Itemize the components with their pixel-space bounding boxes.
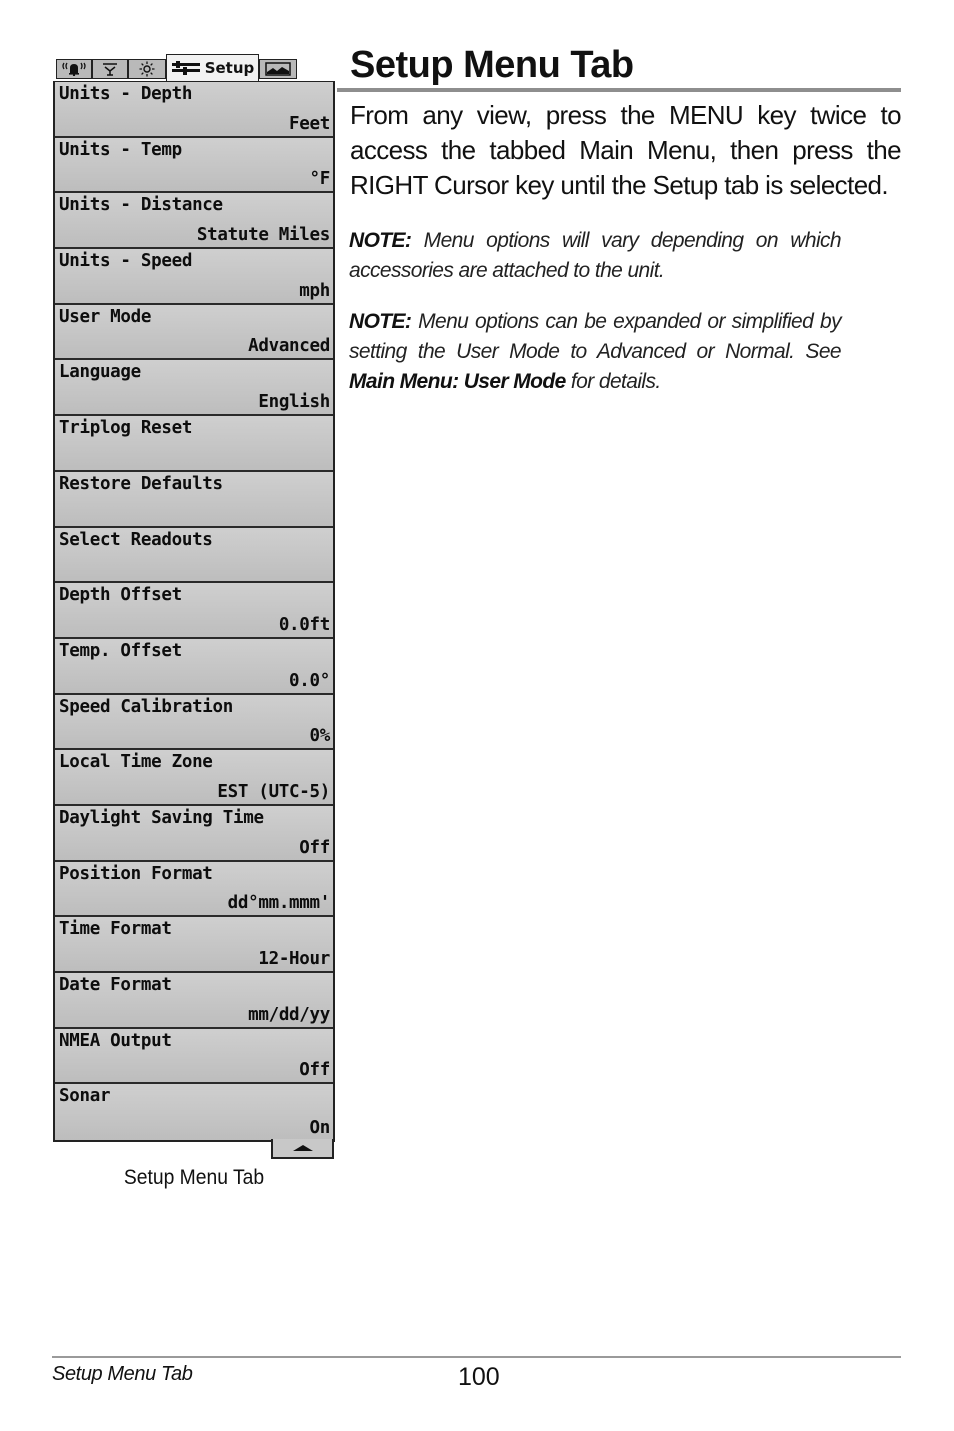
menu-item-label: Select Readouts (59, 529, 213, 550)
menu-item-label: Time Format (59, 919, 172, 940)
menu-item-label: Temp. Offset (59, 640, 182, 661)
scroll-up-button[interactable] (271, 1139, 334, 1159)
menu-item-value: Feet (289, 113, 330, 134)
page-number: 100 (458, 1363, 500, 1391)
note-label: NOTE: (349, 229, 412, 252)
note-text: Menu options can be expanded or simplified by setting the User Mode to Advanced or Normal. See (349, 310, 841, 363)
tab-sonar[interactable] (92, 59, 128, 79)
body-paragraph: From any view, press the MENU key twice to access the tabbed Main Menu, then press the RIGHT Cursor key until the Setup tab is selected. (350, 100, 901, 200)
menu-item-value: EST (UTC-5) (217, 781, 330, 802)
menu-item-label: Units - Speed (59, 251, 193, 272)
menu-item-value: mph (299, 280, 330, 301)
menu-item-label: Units - Depth (59, 84, 193, 104)
menu-item-value: 12-Hour (258, 949, 330, 969)
menu-item-label: Date Format (59, 975, 172, 995)
menu-item-value: English (258, 392, 330, 413)
menu-item[interactable] (55, 1029, 333, 1085)
menu-item-value: On (309, 1118, 330, 1139)
menu-item-value: 0.0ft (278, 614, 330, 635)
tab-display[interactable] (128, 59, 166, 79)
menu-item[interactable] (55, 973, 333, 1029)
menu-item-value: mm/dd/yy (248, 1004, 330, 1025)
menu-item-label: Local Time Zone (59, 752, 213, 773)
menu-item[interactable] (55, 1084, 333, 1140)
menu-item-value: Advanced (248, 336, 330, 357)
menu-item-value: Off (299, 1060, 330, 1081)
note-text: Menu options will vary depending on which accessories are attached to the unit. (349, 229, 841, 282)
menu-item[interactable] (55, 528, 333, 584)
menu-item[interactable] (55, 862, 333, 918)
menu-item[interactable] (55, 806, 333, 862)
menu-item-label: Speed Calibration (59, 696, 234, 717)
note-accessories (349, 226, 841, 286)
footer-section-label: Setup Menu Tab (52, 1363, 193, 1385)
menu-item[interactable] (55, 138, 333, 194)
tab-setup-label: Setup (204, 59, 255, 77)
note-text-end: for details. (565, 370, 661, 393)
menu-item[interactable] (55, 360, 333, 416)
menu-item-label: Triplog Reset (59, 418, 193, 439)
menu-item-value: Off (299, 837, 330, 858)
footer-rule (52, 1356, 901, 1358)
view-icon (265, 62, 291, 76)
tab-setup[interactable] (166, 54, 259, 81)
page-title: Setup Menu Tab (350, 44, 634, 86)
menu-item-label: Daylight Saving Time (59, 807, 264, 828)
menu-item[interactable] (55, 917, 333, 973)
menu-item[interactable] (55, 583, 333, 639)
sonar-tab-icon (101, 62, 119, 76)
note-user-mode (349, 307, 841, 397)
setup-menu-list (53, 81, 335, 1142)
figure-caption: Setup Menu Tab (123, 1166, 265, 1189)
menu-item[interactable] (55, 472, 333, 528)
tab-alarms[interactable] (56, 59, 92, 79)
menu-item-label: Position Format (59, 863, 213, 884)
menu-item-value: °F (309, 169, 330, 190)
note-label: NOTE: (349, 310, 412, 333)
menu-item[interactable] (55, 750, 333, 806)
menu-item-label: Depth Offset (59, 585, 182, 606)
menu-item-label: Sonar (59, 1086, 111, 1107)
menu-item[interactable] (55, 639, 333, 695)
menu-item-value: 0% (309, 726, 330, 747)
menu-item-label: NMEA Output (59, 1030, 172, 1051)
title-rule (337, 88, 901, 92)
alarm-bell-icon (60, 62, 88, 76)
menu-item[interactable] (55, 695, 333, 751)
scroll-up-icon (291, 1144, 315, 1152)
menu-item-label: Units - Temp (59, 139, 182, 160)
wrench-icon (171, 61, 201, 75)
menu-item[interactable] (55, 193, 333, 249)
menu-item-value: 0.0° (289, 670, 330, 691)
sun-icon (139, 61, 155, 77)
menu-item[interactable] (55, 82, 333, 138)
menu-tab-bar (54, 54, 334, 81)
menu-item-label: Language (59, 362, 141, 383)
cross-reference-link[interactable]: Main Menu: User Mode (349, 370, 566, 393)
menu-item[interactable] (55, 249, 333, 305)
menu-item-value: dd°mm.mmm' (227, 893, 330, 914)
menu-item[interactable] (55, 305, 333, 361)
menu-item-label: User Mode (59, 306, 152, 327)
menu-item-value: Statute Miles (196, 225, 330, 246)
menu-item-label: Units - Distance (59, 195, 223, 216)
menu-item-label: Restore Defaults (59, 473, 223, 494)
menu-item[interactable] (55, 416, 333, 472)
tab-views[interactable] (259, 59, 297, 79)
